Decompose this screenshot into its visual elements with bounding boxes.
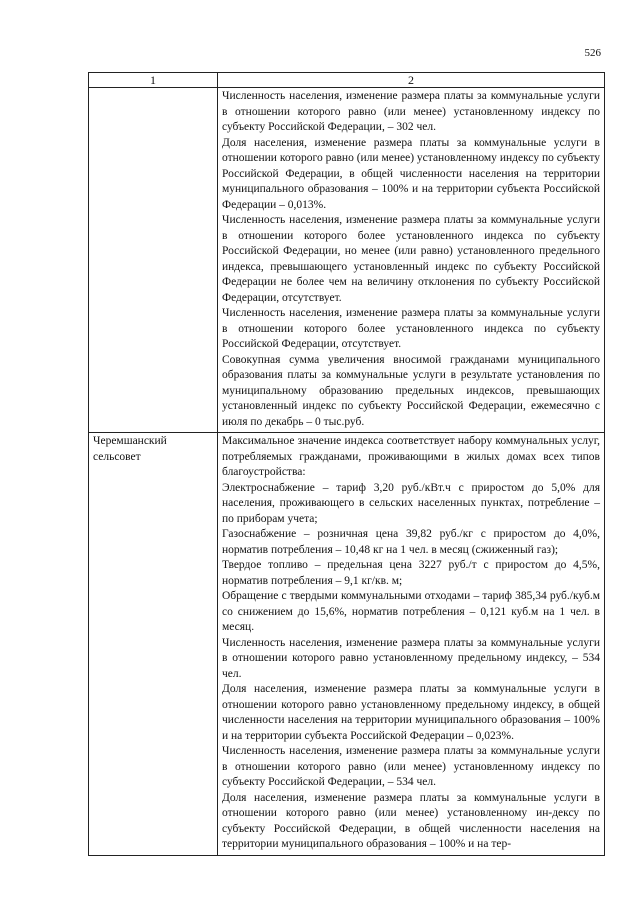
- paragraph: Твердое топливо – предельная цена 3227 руб./т с приростом до 4,5%, норматив потребления – 9,1 кг/кв. м;: [222, 559, 600, 587]
- indicators-cell: [218, 433, 605, 856]
- paragraph: Газоснабжение – розничная цена 39,82 руб./кг с приростом до 4,0%, норматив потребления – 10,48 кг на 1 чел. в месяц (сжиженный газ);: [222, 528, 600, 556]
- table-header-row: [89, 73, 605, 88]
- paragraph: Численность населения, изменение размера платы за коммунальные услуги в отношении которого равно установленному предельному индексу, – 534 чел.: [222, 636, 600, 680]
- municipal-index-table: [88, 72, 605, 856]
- page-number: 526: [584, 47, 601, 59]
- municipality-cell: [89, 433, 218, 856]
- indicators-cell: [218, 88, 605, 433]
- municipality-name: Черемшанский сельсовет: [93, 435, 167, 463]
- paragraph: Численность населения, изменение размера платы за коммунальные услуги в отношении которого более установленного индекса по субъекту Российской Федерации, отсутствует.: [222, 307, 600, 350]
- paragraph: Доля населения, изменение размера платы за коммунальные услуги в отношении которого равно (или менее) установленному ин-дексу по субъекту Российской Федерации, в общей численности населения на территории муниципального образования – 100% и на тер-: [222, 791, 600, 850]
- paragraph: Совокупная сумма увеличения вносимой гражданами муниципального образования платы за коммунальные услуги в результате установления по муниципальному образованию предельных индексов, превышающих установленный индекс по субъекту Российской Федерации, ежемесячно с июля по декабрь – 0 тыс.руб.: [222, 353, 600, 428]
- paragraph: Максимальное значение индекса соответствует набору коммунальных услуг, потребляемых гражданами, проживающими в жилых домах всех типов благоустройства:: [222, 435, 600, 478]
- paragraph: Доля населения, изменение размера платы за коммунальные услуги в отношении которого равно (или менее) установленному индексу по субъекту Российской Федерации, в общей численности населения на территории муниципального образования – 100% и на территории субъекта Российской Федерации – 0,013%.: [222, 136, 600, 211]
- paragraph: Численность населения, изменение размера платы за коммунальные услуги в отношении которого более установленного индекса по субъекту Российской Федерации, но менее (или равно) установленного предельного индекса, превышающего установленный индекс по субъекту Российской Федерации не более чем на величину отклонения по субъекту Российской Федерации, отсутствует.: [222, 214, 600, 304]
- table-row: [89, 433, 605, 856]
- paragraph: Электроснабжение – тариф 3,20 руб./кВт.ч с приростом до 5,0% для населения, проживающего в сельских населенных пунктах, потребление – по приборам учета;: [222, 481, 600, 525]
- paragraph: Доля населения, изменение размера платы за коммунальные услуги в отношении которого равно установленному предельному индексу, в общей численности населения на территории муниципального образования – 100% и на территории субъекта Российской Федерации – 0,023%.: [222, 683, 600, 742]
- column-header-1: 1: [89, 73, 218, 88]
- paragraph: Численность населения, изменение размера платы за коммунальные услуги в отношении которого равно (или менее) установленному индексу по субъекту Российской Федерации, – 302 чел.: [222, 90, 600, 133]
- municipality-cell: [89, 88, 218, 433]
- column-header-2: 2: [218, 73, 605, 88]
- table-row: [89, 88, 605, 433]
- paragraph: Численность населения, изменение размера платы за коммунальные услуги в отношении которого равно (или менее) установленному индексу по субъекту Российской Федерации, – 534 чел.: [222, 745, 600, 788]
- paragraph: Обращение с твердыми коммунальными отходами – тариф 385,34 руб./куб.м со снижением до 15,6%, норматив потребления – 0,121 куб.м на 1 чел. в месяц.: [222, 590, 600, 633]
